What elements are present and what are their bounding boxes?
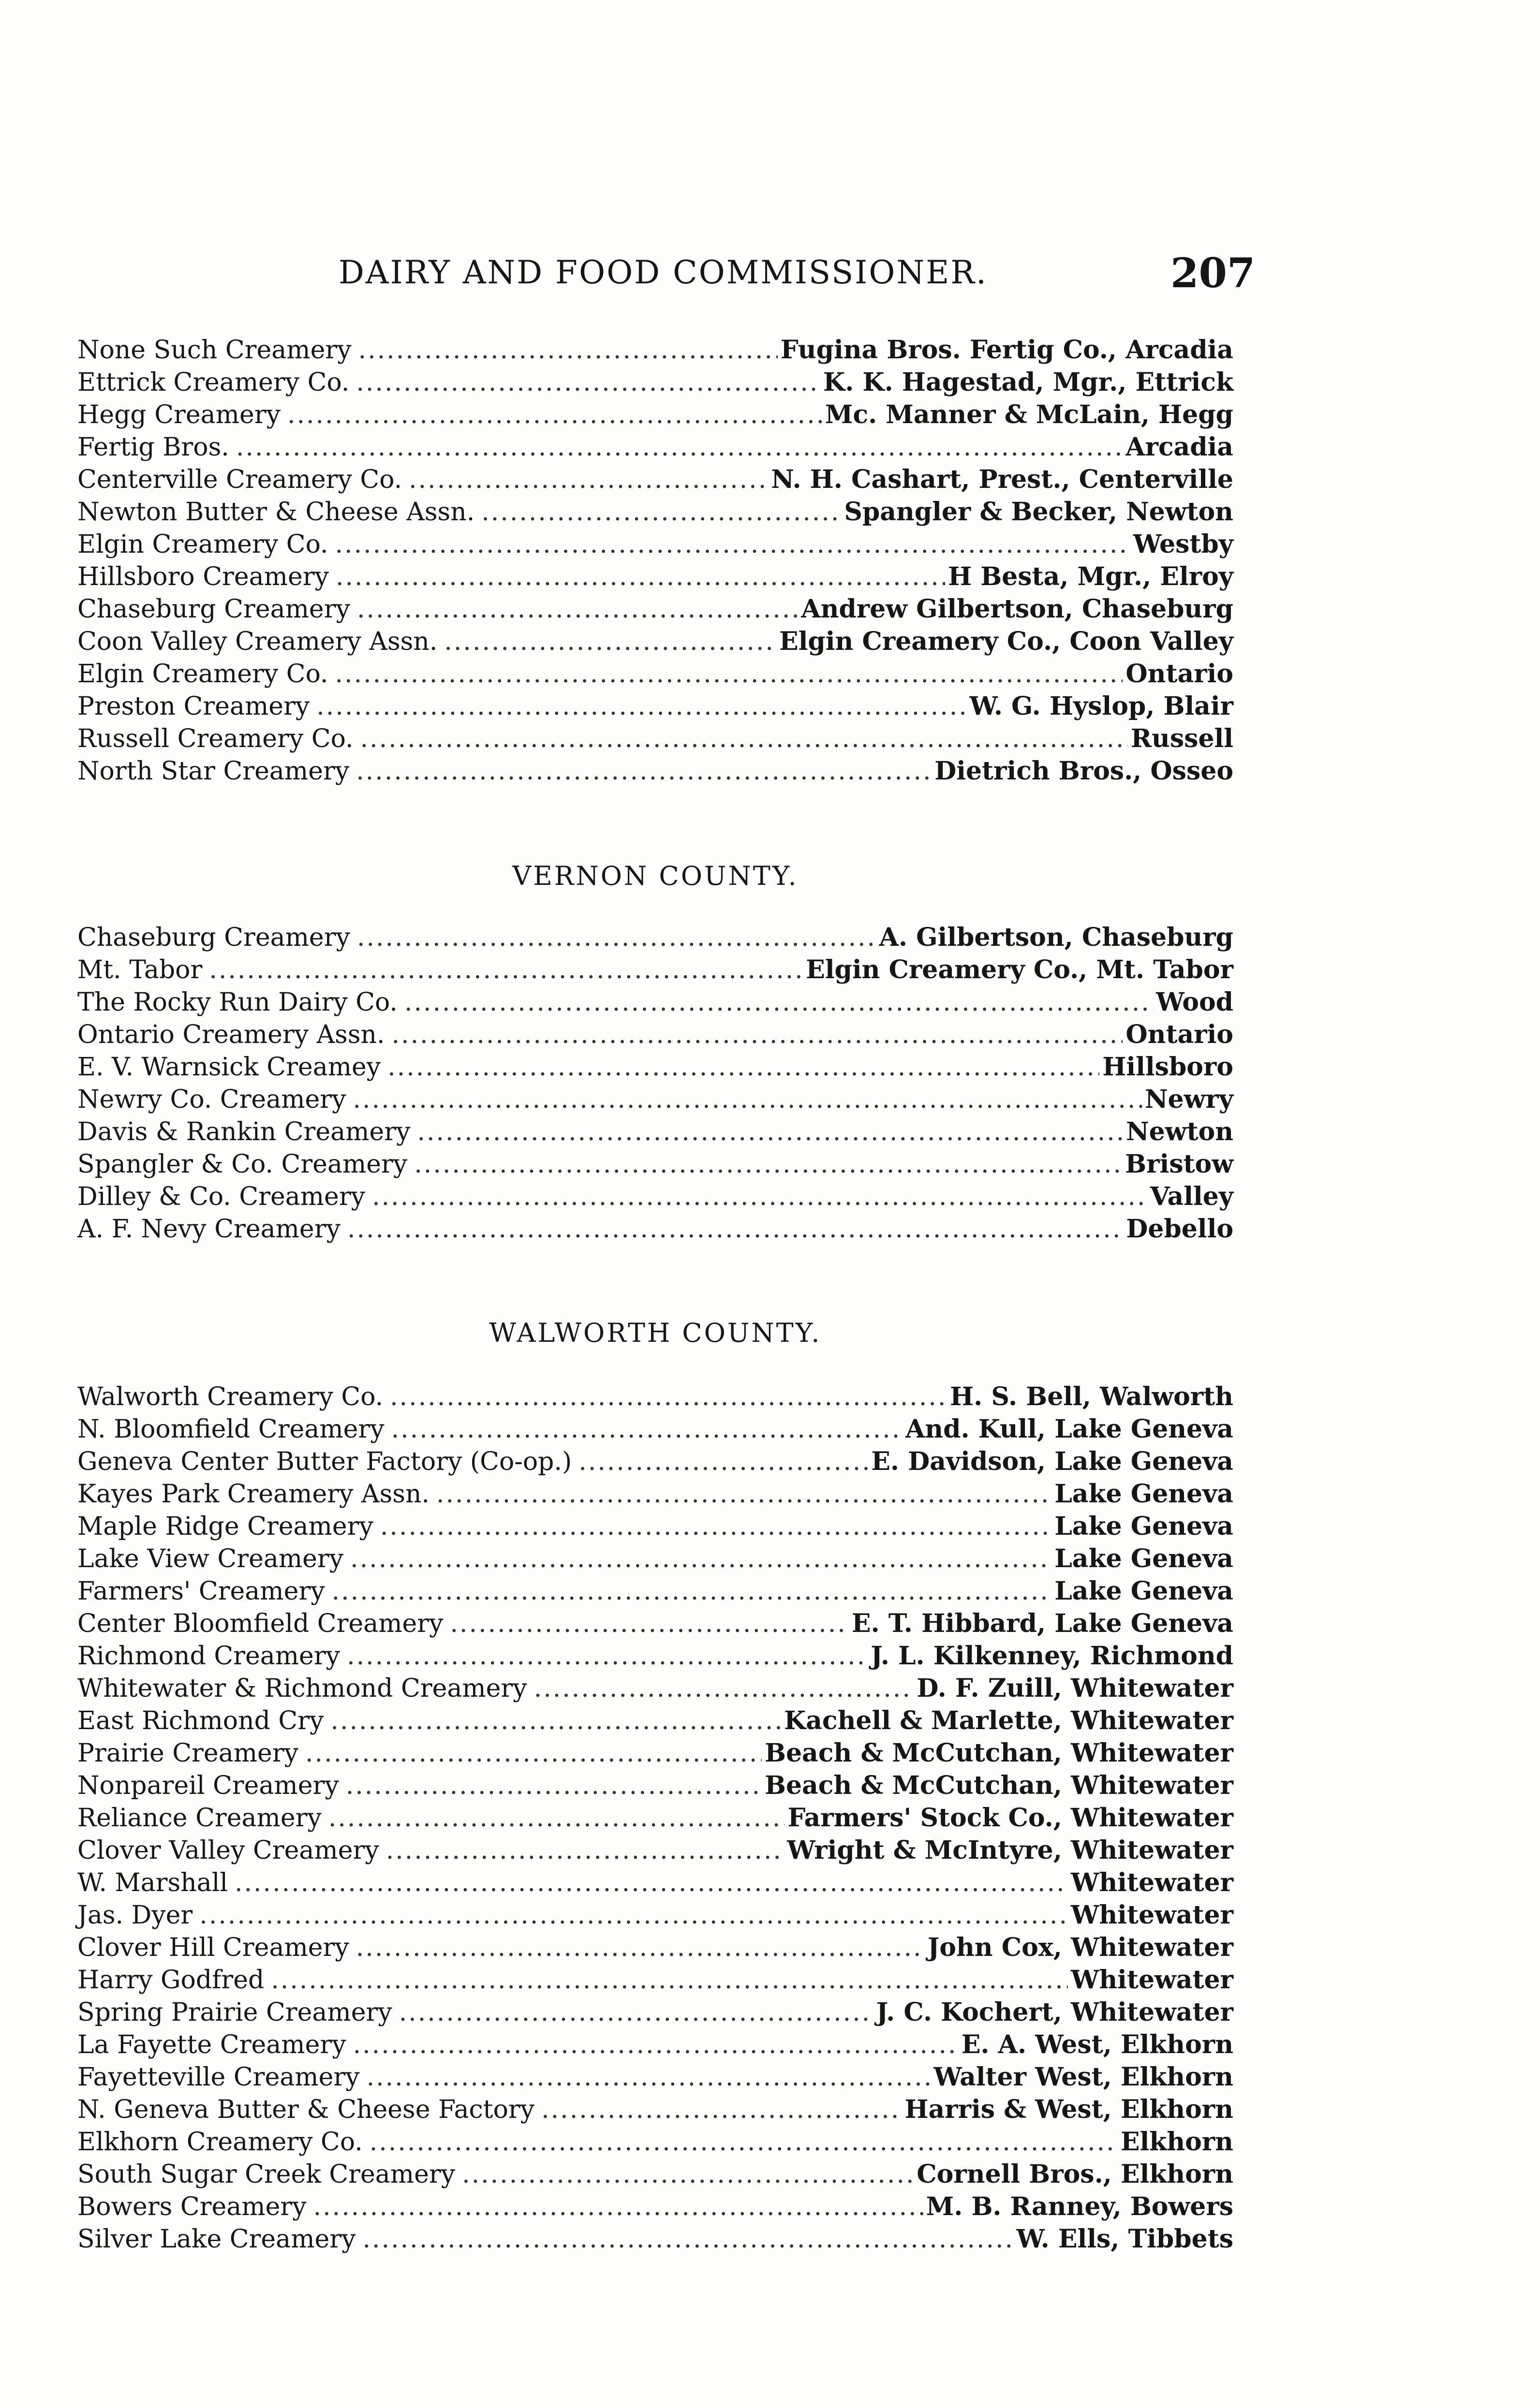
proprietor-location: Wood	[1156, 987, 1233, 1017]
creamery-name: Clover Hill Creamery	[77, 1933, 349, 1962]
dot-leader	[360, 723, 1128, 755]
dot-leader	[387, 1051, 1099, 1084]
proprietor-location: E. A. West, Elkhorn	[961, 2030, 1233, 2059]
dot-leader	[391, 1413, 903, 1446]
dot-leader	[356, 1932, 925, 1964]
dot-leader	[353, 2029, 959, 2061]
proprietor-location: N. H. Cashart, Prest., Centerville	[771, 465, 1233, 494]
dot-leader	[335, 658, 1123, 690]
proprietor-location: John Cox, Whitewater	[927, 1933, 1233, 1962]
creamery-entry	[77, 2126, 1233, 2158]
proprietor-location: Lake Geneva	[1054, 1512, 1233, 1541]
proprietor-location: Lake Geneva	[1054, 1544, 1233, 1573]
creamery-name: None Such Creamery	[77, 336, 352, 365]
dot-leader	[357, 922, 876, 954]
proprietor-location: Whitewater	[1070, 1900, 1233, 1930]
creamery-entry	[77, 921, 1233, 954]
creamery-name: Hegg Creamery	[77, 400, 281, 429]
creamery-entry	[77, 334, 1233, 366]
dot-leader	[481, 496, 841, 529]
dot-leader	[386, 1835, 784, 1867]
proprietor-location: Whitewater	[1070, 1868, 1233, 1897]
proprietor-location: Valley	[1150, 1182, 1233, 1211]
dot-leader	[390, 1381, 947, 1413]
creamery-name: Richmond Creamery	[77, 1642, 341, 1671]
dot-leader	[370, 2126, 1118, 2158]
page-header	[77, 244, 1256, 307]
proprietor-location: A. Gilbertson, Chaseburg	[879, 923, 1233, 952]
dot-leader	[316, 690, 966, 723]
creamery-entry	[77, 1802, 1233, 1834]
dot-leader	[436, 1478, 1051, 1511]
creamery-entry	[77, 463, 1233, 496]
creamery-name: Ettrick Creamery Co.	[77, 368, 350, 397]
creamery-entry	[77, 1148, 1233, 1180]
dot-leader	[332, 1575, 1052, 1608]
dot-leader	[350, 1543, 1051, 1575]
creamery-entry	[77, 1018, 1233, 1051]
proprietor-location: Ontario	[1125, 1020, 1233, 1049]
creamery-name: Chaseburg Creamery	[77, 595, 350, 624]
creamery-name: Harry Godfred	[77, 1966, 265, 1995]
creamery-name: Walworth Creamery Co.	[77, 1382, 384, 1411]
creamery-entry	[77, 658, 1233, 690]
creamery-entry	[77, 528, 1233, 560]
creamery-entry	[77, 1640, 1233, 1672]
vernon-county-list	[77, 921, 1233, 1245]
proprietor-location: Lake Geneva	[1054, 1479, 1233, 1509]
creamery-entry	[77, 2223, 1233, 2255]
dot-leader	[534, 1673, 914, 1705]
dot-leader	[357, 593, 798, 626]
proprietor-location: Newton	[1126, 1117, 1233, 1146]
creamery-entry	[77, 2158, 1233, 2190]
proprietor-location: Andrew Gilbertson, Chaseburg	[801, 594, 1233, 624]
continued-county-list	[77, 334, 1233, 787]
proprietor-location: Elkhorn	[1120, 2127, 1233, 2157]
creamery-name: Coon Valley Creamery Assn.	[77, 627, 438, 656]
dot-leader	[356, 755, 932, 788]
proprietor-location: Elgin Creamery Co., Coon Valley	[779, 627, 1233, 656]
section-title-walworth-county: WALWORTH COUNTY.	[489, 1318, 822, 1348]
creamery-name: Preston Creamery	[77, 692, 310, 721]
proprietor-location: Elgin Creamery Co., Mt. Tabor	[806, 955, 1233, 984]
proprietor-location: Beach & McCutchan, Whitewater	[765, 1738, 1233, 1768]
dot-leader	[409, 464, 768, 496]
proprietor-location: Arcadia	[1125, 432, 1233, 462]
creamery-entry	[77, 690, 1233, 722]
creamery-name: Kayes Park Creamery Assn.	[77, 1480, 429, 1509]
dot-leader	[271, 1964, 1068, 1997]
proprietor-location: K. K. Hagestad, Mgr., Ettrick	[823, 367, 1233, 397]
creamery-name: Mt. Tabor	[77, 955, 203, 984]
creamery-name: Elgin Creamery Co.	[77, 660, 328, 689]
creamery-name: La Fayette Creamery	[77, 2030, 346, 2059]
creamery-entry	[77, 1996, 1233, 2028]
creamery-entry	[77, 431, 1233, 463]
proprietor-location: Hillsboro	[1102, 1052, 1233, 1082]
creamery-name: Centerville Creamery Co.	[77, 465, 402, 494]
dot-leader	[404, 986, 1153, 1019]
creamery-entry	[77, 755, 1233, 787]
proprietor-location: M. B. Ranney, Bowers	[926, 2192, 1233, 2221]
creamery-entry	[77, 2190, 1233, 2223]
creamery-entry	[77, 2028, 1233, 2061]
creamery-entry	[77, 1542, 1233, 1575]
creamery-entry	[77, 1737, 1233, 1769]
dot-leader	[209, 954, 803, 986]
proprietor-location: Cornell Bros., Elkhorn	[917, 2159, 1233, 2189]
creamery-name: W. Marshall	[77, 1868, 228, 1897]
dot-leader	[399, 1997, 874, 2029]
creamery-entry	[77, 1510, 1233, 1542]
dot-leader	[417, 1116, 1123, 1148]
proprietor-location: H Besta, Mgr., Elroy	[948, 562, 1233, 591]
creamery-name: Newton Butter & Cheese Assn.	[77, 498, 475, 527]
dot-leader	[392, 1019, 1123, 1051]
creamery-entry	[77, 1866, 1233, 1899]
dot-leader	[356, 367, 820, 399]
creamery-entry	[77, 1380, 1233, 1413]
creamery-entry	[77, 1180, 1233, 1213]
creamery-name: Nonpareil Creamery	[77, 1771, 339, 1800]
proprietor-location: E. T. Hibbard, Lake Geneva	[851, 1609, 1233, 1638]
proprietor-location: Farmers' Stock Co., Whitewater	[787, 1803, 1233, 1833]
creamery-entry	[77, 1116, 1233, 1148]
creamery-entry	[77, 986, 1233, 1018]
creamery-entry	[77, 398, 1233, 431]
proprietor-location: Dietrich Bros., Osseo	[934, 756, 1233, 786]
creamery-name: Chaseburg Creamery	[77, 923, 350, 952]
dot-leader	[367, 2061, 931, 2094]
dot-leader	[235, 1867, 1068, 1899]
creamery-name: Geneva Center Butter Factory (Co-op.)	[77, 1447, 572, 1476]
proprietor-location: Wright & McIntyre, Whitewater	[787, 1835, 1233, 1865]
creamery-name: South Sugar Creek Creamery	[77, 2160, 456, 2189]
creamery-entry	[77, 1083, 1233, 1116]
creamery-entry	[77, 1769, 1233, 1802]
creamery-name: Whitewater & Richmond Creamery	[77, 1674, 527, 1703]
creamery-entry	[77, 496, 1233, 528]
section-title-vernon-county: VERNON COUNTY.	[512, 861, 799, 891]
creamery-entry	[77, 560, 1233, 593]
creamery-entry	[77, 1931, 1233, 1964]
dot-leader	[372, 1181, 1147, 1213]
creamery-entry	[77, 593, 1233, 625]
creamery-entry	[77, 1704, 1233, 1737]
dot-leader	[330, 1705, 781, 1737]
creamery-name: Reliance Creamery	[77, 1804, 322, 1833]
dot-leader	[414, 1148, 1122, 1181]
proprietor-location: W. Ells, Tibbets	[1016, 2224, 1233, 2254]
creamery-entry	[77, 1575, 1233, 1607]
creamery-name: Silver Lake Creamery	[77, 2225, 356, 2254]
proprietor-location: Whitewater	[1070, 1965, 1233, 1995]
dot-leader	[335, 529, 1130, 561]
running-title: DAIRY AND FOOD COMMISSIONER.	[339, 254, 988, 291]
dot-leader	[462, 2158, 914, 2191]
proprietor-location: Spangler & Becker, Newton	[844, 497, 1233, 527]
creamery-name: Farmers' Creamery	[77, 1577, 325, 1606]
page-number: 207	[1170, 249, 1256, 297]
creamery-name: North Star Creamery	[77, 757, 350, 786]
dot-leader	[358, 334, 778, 367]
creamery-name: Elgin Creamery Co.	[77, 530, 328, 559]
creamery-entry	[77, 1964, 1233, 1996]
dot-leader	[328, 1802, 785, 1835]
creamery-entry	[77, 1899, 1233, 1931]
dot-leader	[444, 626, 776, 658]
creamery-name: Elkhorn Creamery Co.	[77, 2128, 363, 2157]
dot-leader	[578, 1446, 868, 1478]
creamery-name: Center Bloomfield Creamery	[77, 1609, 444, 1638]
proprietor-location: Fugina Bros. Fertig Co., Arcadia	[780, 335, 1233, 365]
proprietor-location: Mc. Manner & McLain, Hegg	[825, 400, 1233, 429]
dot-leader	[347, 1640, 868, 1673]
creamery-name: Jas. Dyer	[77, 1901, 193, 1930]
dot-leader	[199, 1899, 1068, 1932]
dot-leader	[450, 1608, 849, 1640]
dot-leader	[336, 561, 945, 593]
proprietor-location: Westby	[1133, 529, 1233, 559]
proprietor-location: W. G. Hyslop, Blair	[969, 691, 1233, 721]
creamery-name: Fertig Bros.	[77, 433, 229, 462]
creamery-name: Maple Ridge Creamery	[77, 1512, 373, 1541]
creamery-entry	[77, 954, 1233, 986]
dot-leader	[541, 2094, 902, 2126]
creamery-name: Lake View Creamery	[77, 1544, 344, 1573]
creamery-entry	[77, 1672, 1233, 1704]
creamery-entry	[77, 1834, 1233, 1866]
creamery-name: Bowers Creamery	[77, 2192, 307, 2221]
creamery-entry	[77, 722, 1233, 755]
proprietor-location: Lake Geneva	[1054, 1576, 1233, 1606]
dot-leader	[313, 2191, 923, 2223]
dot-leader	[347, 1213, 1123, 1246]
dot-leader	[346, 1770, 762, 1802]
proprietor-location: D. F. Zuill, Whitewater	[917, 1674, 1233, 1703]
proprietor-location: Ontario	[1125, 659, 1233, 689]
proprietor-location: Harris & West, Elkhorn	[904, 2095, 1233, 2124]
creamery-entry	[77, 1413, 1233, 1445]
creamery-entry	[77, 1445, 1233, 1478]
creamery-name: A. F. Nevy Creamery	[77, 1215, 341, 1244]
creamery-name: Russell Creamery Co.	[77, 724, 354, 753]
creamery-name: Davis & Rankin Creamery	[77, 1117, 411, 1146]
creamery-name: Spring Prairie Creamery	[77, 1998, 392, 2027]
creamery-name: Ontario Creamery Assn.	[77, 1020, 385, 1049]
dot-leader	[353, 1084, 1142, 1116]
creamery-entry	[77, 625, 1233, 658]
creamery-name: The Rocky Run Dairy Co.	[77, 988, 398, 1017]
creamery-entry	[77, 1051, 1233, 1083]
dot-leader	[287, 399, 822, 431]
creamery-entry	[77, 2093, 1233, 2126]
proprietor-location: E. Davidson, Lake Geneva	[871, 1447, 1233, 1476]
creamery-name: East Richmond Cry	[77, 1706, 324, 1735]
creamery-name: Newry Co. Creamery	[77, 1085, 346, 1114]
proprietor-location: Debello	[1126, 1214, 1233, 1244]
proprietor-location: H. S. Bell, Walworth	[950, 1382, 1233, 1411]
creamery-entry	[77, 1478, 1233, 1510]
proprietor-location: J. L. Kilkenney, Richmond	[871, 1641, 1233, 1671]
dot-leader	[305, 1737, 762, 1770]
creamery-entry	[77, 366, 1233, 398]
dot-leader	[236, 431, 1123, 464]
creamery-name: Fayetteville Creamery	[77, 2063, 360, 2092]
creamery-name: Spangler & Co. Creamery	[77, 1150, 408, 1179]
proprietor-location: Kachell & Marlette, Whitewater	[784, 1706, 1233, 1735]
creamery-name: Clover Valley Creamery	[77, 1836, 379, 1865]
creamery-name: E. V. Warnsick Creamey	[77, 1053, 381, 1082]
proprietor-location: Russell	[1130, 724, 1233, 753]
creamery-name: Dilley & Co. Creamery	[77, 1182, 366, 1211]
creamery-name: N. Geneva Butter & Cheese Factory	[77, 2095, 535, 2124]
proprietor-location: And. Kull, Lake Geneva	[905, 1414, 1233, 1444]
proprietor-location: Newry	[1145, 1085, 1233, 1114]
creamery-entry	[77, 2061, 1233, 2093]
creamery-name: N. Bloomfield Creamery	[77, 1415, 385, 1444]
creamery-name: Hillsboro Creamery	[77, 562, 329, 591]
dot-leader	[363, 2223, 1014, 2256]
proprietor-location: J. C. Kochert, Whitewater	[876, 1997, 1233, 2027]
proprietor-location: Walter West, Elkhorn	[933, 2062, 1233, 2092]
proprietor-location: Bristow	[1125, 1149, 1233, 1179]
creamery-entry	[77, 1213, 1233, 1245]
creamery-entry	[77, 1607, 1233, 1640]
proprietor-location: Beach & McCutchan, Whitewater	[765, 1771, 1233, 1800]
dot-leader	[380, 1511, 1051, 1543]
creamery-name: Prairie Creamery	[77, 1739, 299, 1768]
walworth-county-list	[77, 1380, 1233, 2255]
